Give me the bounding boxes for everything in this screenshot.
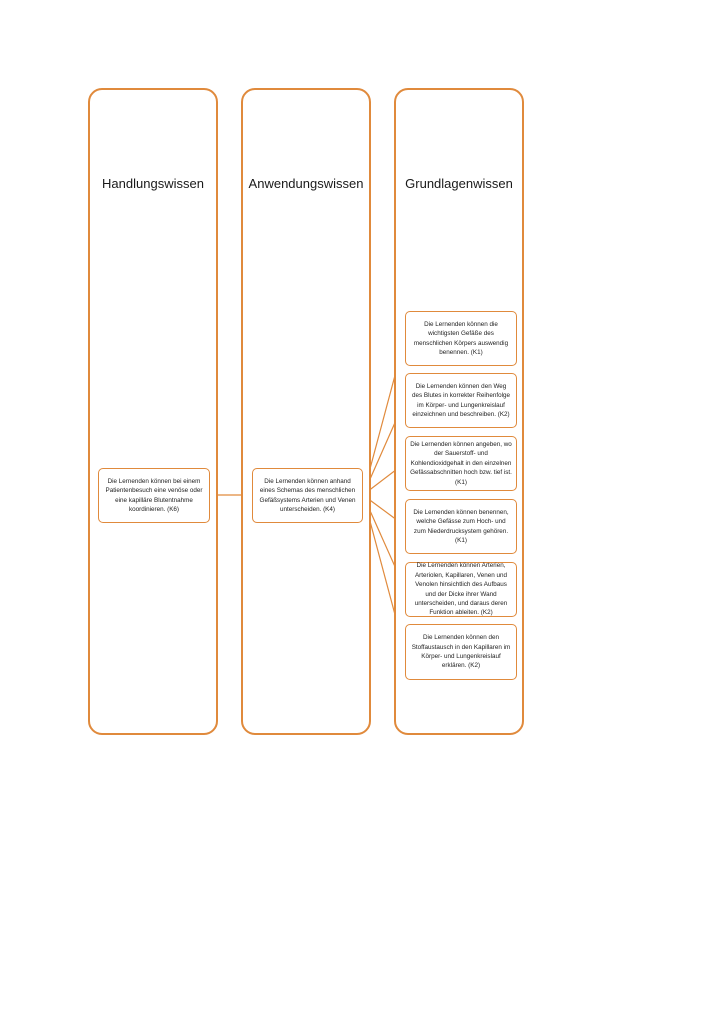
- objective-text: Die Lernenden können Arterien, Arteriolen, Kapillaren, Venen und Venolen hinsichtlich des Aufbaus und der Dicke ihrer Wand unterscheiden, und daraus deren Funktion ableiten. (K2): [414, 562, 508, 617]
- objective-box-grundlagen-4: [405, 499, 517, 554]
- objective-text: Die Lernenden können den Stoffaustausch in den Kapillaren im Körper- und Lungenkreislauf erklären. (K2): [411, 634, 511, 670]
- objective-box-anwendungswissen: [252, 468, 363, 523]
- column-anwendungswissen: [241, 88, 371, 735]
- objective-box-handlungswissen: [98, 468, 210, 523]
- column-title-anwendungswissen: Anwendungswissen: [248, 176, 364, 191]
- objective-text: Die Lernenden können anhand eines Schemas des menschlichen Gefäßsystems Arterien und Venen unterscheiden. (K4): [259, 477, 356, 513]
- objective-text: Die Lernenden können den Weg des Blutes in korrekter Reihenfolge im Körper- und Lungenkreislauf einzeichnen und beschreiben. (K2): [411, 382, 510, 418]
- column-handlungswissen: [88, 88, 218, 735]
- objective-box-grundlagen-1: [405, 311, 517, 366]
- objective-box-grundlagen-6: [405, 624, 517, 680]
- objective-text: Die Lernenden können die wichtigsten Gefäße des menschlichen Körpers auswendig benennen. (K1): [413, 320, 509, 356]
- objective-box-grundlagen-3: [405, 436, 517, 491]
- objective-box-grundlagen-2: [405, 373, 517, 428]
- objective-box-grundlagen-5: [405, 562, 517, 617]
- column-title-handlungswissen: Handlungswissen: [102, 176, 204, 191]
- column-title-grundlagenwissen: Grundlagenwissen: [405, 176, 513, 191]
- objective-text: Die Lernenden können benennen, welche Gefässe zum Hoch- und zum Niederdrucksystem gehören. (K1): [413, 508, 509, 544]
- objective-text: Die Lernenden können angeben, wo der Sauerstoff- und Kohlendioxidgehalt in den einzelnen Gefässabschnitten hoch bzw. tief ist. (K1): [410, 440, 512, 486]
- objective-text: Die Lernenden können bei einem Patientenbesuch eine venöse oder eine kapilläre Blutentnahme koordinieren. (K6): [105, 477, 203, 513]
